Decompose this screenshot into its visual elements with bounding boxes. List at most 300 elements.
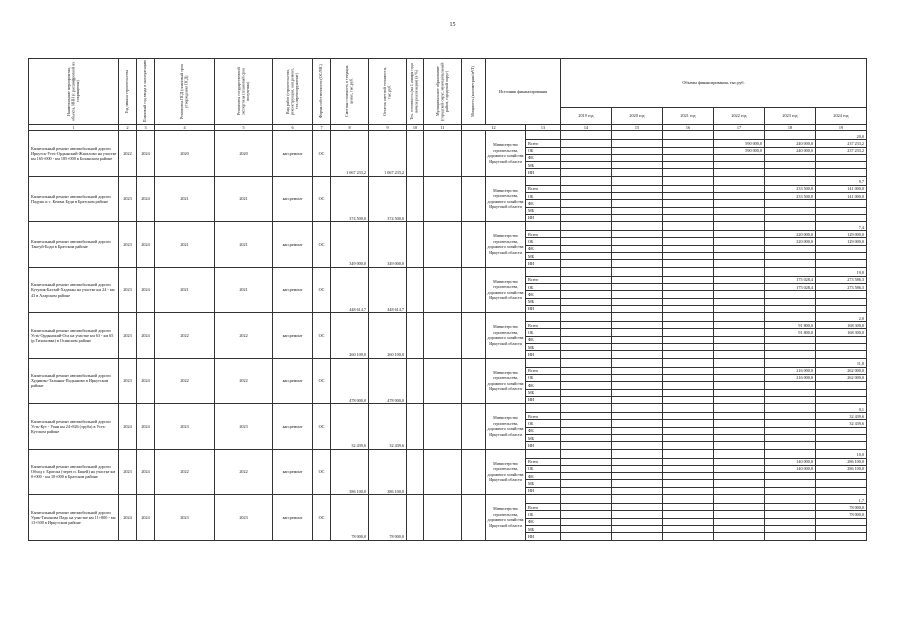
funding-value: 216 000,0: [765, 374, 816, 381]
header-source: Источник финансирования: [486, 59, 561, 125]
record-start-year: 2023: [119, 267, 137, 312]
funding-blank: [561, 449, 612, 458]
funding-value: [816, 305, 867, 312]
funding-value: [765, 260, 816, 267]
record-readiness: [407, 176, 424, 221]
record-name: Капитальный ремонт автомобильной дороги Падунь и с. Кежма Буди в Братском районе: [29, 176, 119, 221]
funding-value: [714, 435, 765, 442]
record-responsible: Министерство строительства, дорожного хозяйства Иркутской области: [486, 131, 526, 176]
funding-value: [663, 260, 714, 267]
funding-blank: [765, 449, 816, 458]
record-work-type: кап.ремонт: [273, 222, 313, 267]
funding-value: [612, 504, 663, 511]
funding-value: [561, 260, 612, 267]
funding-value: [714, 374, 765, 381]
funding-source: ИИ: [526, 305, 561, 312]
funding-value: 286 100,0: [816, 465, 867, 472]
funding-value: 590 000,0: [714, 140, 765, 147]
funding-value: [561, 214, 612, 221]
funding-blank: [714, 358, 765, 367]
funding-source: ФБ: [526, 245, 561, 252]
funding-blank: [663, 222, 714, 231]
funding-value: [663, 214, 714, 221]
funding-source: МБ: [526, 344, 561, 351]
funding-value: [612, 396, 663, 403]
funding-value: [765, 253, 816, 260]
funding-value: [663, 283, 714, 290]
funding-value: [765, 511, 816, 518]
funding-value: [765, 162, 816, 169]
funding-value: [714, 214, 765, 221]
funding-source: ОБ: [526, 238, 561, 245]
funding-blank: [612, 222, 663, 231]
funding-value: [612, 140, 663, 147]
funding-value: [714, 465, 765, 472]
record-estimate-total: 478 000,0: [331, 358, 369, 403]
funding-value: [714, 420, 765, 427]
funding-value: [561, 162, 612, 169]
funding-blank: [561, 495, 612, 504]
funding-value: [765, 336, 816, 343]
record-top-row: [29, 449, 867, 458]
funding-value: [612, 367, 663, 374]
funding-value: [561, 458, 612, 465]
funding-blank: [714, 222, 765, 231]
funding-value: [765, 245, 816, 252]
funding-value: [765, 525, 816, 532]
funding-value: [561, 283, 612, 290]
column-number: 1: [29, 125, 119, 131]
funding-value: [612, 253, 663, 260]
funding-blank: [765, 404, 816, 413]
funding-value: [714, 389, 765, 396]
funding-value: [714, 298, 765, 305]
record-estimate-rest: 78 000,0: [369, 495, 407, 540]
column-number: 3: [137, 125, 155, 131]
funding-value: [765, 413, 816, 420]
record-municipality: [424, 176, 462, 221]
funding-value: [816, 473, 867, 480]
funding-value: [663, 154, 714, 161]
funding-source: ОБ: [526, 283, 561, 290]
funding-value: [561, 322, 612, 329]
funding-source: ФБ: [526, 518, 561, 525]
column-number: 18: [765, 125, 816, 131]
funding-value: [714, 336, 765, 343]
funding-value: [765, 169, 816, 176]
funding-value: [561, 238, 612, 245]
record-responsible: Министерство строительства, дорожного хозяйства Иркутской области: [486, 495, 526, 540]
funding-value: [816, 518, 867, 525]
funding-source: ОБ: [526, 420, 561, 427]
record-name: Капитальный ремонт автомобильной дороги Обход г. Братска (через п. Бикей) на участке км 0+000 - км 10+000 в Братском районе: [29, 449, 119, 494]
funding-value: [663, 487, 714, 494]
funding-value: [561, 427, 612, 434]
funding-value: [816, 487, 867, 494]
record-power-value: 10,0: [816, 449, 867, 458]
record-responsible: Министерство строительства, дорожного хозяйства Иркутской области: [486, 313, 526, 358]
funding-value: [612, 192, 663, 199]
funding-source: ФБ: [526, 382, 561, 389]
record-psd-year: 2022: [155, 449, 215, 494]
funding-value: [561, 207, 612, 214]
record-responsible: Министерство строительства, дорожного хозяйства Иркутской области: [486, 404, 526, 449]
funding-value: [612, 231, 663, 238]
funding-value: [561, 473, 612, 480]
source-blank: [526, 449, 561, 458]
record-name: Капитальный ремонт автомобильной дороги Кутулик-Бахтай-Хадахан на участке км 24 - км 43 в Аларском районе: [29, 267, 119, 312]
funding-source: ОБ: [526, 374, 561, 381]
source-blank: [526, 313, 561, 322]
funding-value: [765, 207, 816, 214]
funding-source: Всего: [526, 185, 561, 192]
funding-value: 141 000,0: [816, 192, 867, 199]
funding-value: [612, 207, 663, 214]
funding-source: ИИ: [526, 533, 561, 540]
funding-value: [714, 367, 765, 374]
funding-value: [663, 396, 714, 403]
funding-value: [816, 200, 867, 207]
column-number: 14: [561, 125, 612, 131]
funding-value: [714, 207, 765, 214]
funding-value: [612, 473, 663, 480]
funding-value: 216 000,0: [765, 367, 816, 374]
record-start-year: 2024: [119, 495, 137, 540]
funding-value: [612, 298, 663, 305]
record-municipality: [424, 313, 462, 358]
funding-value: 141 000,0: [816, 185, 867, 192]
funding-value: [765, 298, 816, 305]
funding-value: [561, 533, 612, 540]
record-power-value: 19,0: [816, 267, 867, 276]
funding-value: [612, 511, 663, 518]
funding-value: [561, 504, 612, 511]
funding-value: [765, 200, 816, 207]
funding-value: [663, 420, 714, 427]
funding-value: [663, 367, 714, 374]
column-number: 11: [424, 125, 462, 131]
header-ownership: Форма собственности (ОС/МС): [313, 59, 331, 125]
funding-value: [561, 374, 612, 381]
funding-blank: [561, 404, 612, 413]
record-end-year: 2024: [137, 495, 155, 540]
funding-value: [816, 245, 867, 252]
funding-value: [663, 192, 714, 199]
funding-value: [612, 283, 663, 290]
funding-value: 262 000,0: [816, 374, 867, 381]
record-end-year: 2024: [137, 313, 155, 358]
funding-value: [663, 427, 714, 434]
funding-source: ИИ: [526, 169, 561, 176]
record-psd-year: 2020: [155, 131, 215, 176]
record-psd-year: 2021: [155, 176, 215, 221]
funding-source: ИИ: [526, 214, 561, 221]
funding-blank: [612, 267, 663, 276]
record-municipality: [424, 495, 462, 540]
funding-blank: [714, 267, 765, 276]
funding-value: [816, 396, 867, 403]
funding-value: [765, 291, 816, 298]
funding-blank: [765, 495, 816, 504]
funding-value: [561, 480, 612, 487]
funding-value: 129 000,0: [816, 238, 867, 245]
record-estimate-total: 1 067 233,2: [331, 131, 369, 176]
record-municipality: [424, 131, 462, 176]
record-work-type: кап.ремонт: [273, 267, 313, 312]
funding-value: [612, 276, 663, 283]
funding-value: 273 586,3: [816, 283, 867, 290]
record-ownership: ОС: [313, 313, 331, 358]
funding-value: [612, 329, 663, 336]
record-estimate-total: 32 439,6: [331, 404, 369, 449]
record-name: Капитальный ремонт автомобильной дороги Худяково-Тальяны-Подъяково в Иркутском районе: [29, 358, 119, 403]
record-estimate-total: 78 000,0: [331, 495, 369, 540]
funding-value: [612, 518, 663, 525]
funding-value: [663, 329, 714, 336]
funding-value: 140 000,0: [765, 458, 816, 465]
funding-value: 78 000,0: [816, 504, 867, 511]
record-responsible: Министерство строительства, дорожного хозяйства Иркутской области: [486, 449, 526, 494]
record-start-year: 2023: [119, 313, 137, 358]
record-readiness: [407, 404, 424, 449]
funding-value: [561, 435, 612, 442]
header-psd: Реквизиты ПСД (плановый срок утверждения ПСД): [155, 59, 215, 125]
funding-value: [612, 322, 663, 329]
record-power-col: [462, 176, 486, 221]
funding-source: МБ: [526, 480, 561, 487]
funding-value: [714, 322, 765, 329]
record-expertise-year: 2021: [215, 222, 273, 267]
funding-value: [561, 185, 612, 192]
record-municipality: [424, 449, 462, 494]
record-estimate-rest: 260 100,0: [369, 313, 407, 358]
funding-value: [765, 344, 816, 351]
funding-value: [714, 238, 765, 245]
funding-value: [561, 367, 612, 374]
funding-value: [714, 253, 765, 260]
funding-value: [714, 231, 765, 238]
funding-source: ИИ: [526, 260, 561, 267]
funding-value: [561, 442, 612, 449]
record-work-type: кап.ремонт: [273, 449, 313, 494]
funding-value: [612, 200, 663, 207]
funding-value: [714, 473, 765, 480]
funding-value: 175 028,4: [765, 283, 816, 290]
funding-value: [765, 518, 816, 525]
funding-source: ИИ: [526, 396, 561, 403]
column-number: 7: [313, 125, 331, 131]
funding-value: [663, 382, 714, 389]
funding-value: [561, 140, 612, 147]
record-estimate-rest: 374 500,0: [369, 176, 407, 221]
column-number: 19: [816, 125, 867, 131]
funding-value: [714, 442, 765, 449]
record-end-year: 2024: [137, 358, 155, 403]
record-readiness: [407, 449, 424, 494]
funding-value: 233 500,0: [765, 185, 816, 192]
funding-value: [714, 276, 765, 283]
funding-value: [765, 214, 816, 221]
funding-value: [561, 147, 612, 154]
record-responsible: Министерство строительства, дорожного хозяйства Иркутской области: [486, 267, 526, 312]
record-ownership: ОС: [313, 358, 331, 403]
funding-source: МБ: [526, 389, 561, 396]
header-funding: Объемы финансирования, тыс.руб.: [561, 59, 867, 108]
record-power-col: [462, 313, 486, 358]
record-top-row: [29, 176, 867, 185]
funding-value: [663, 336, 714, 343]
funding-value: [612, 442, 663, 449]
record-start-year: 2023: [119, 449, 137, 494]
funding-value: [663, 147, 714, 154]
funding-value: [561, 336, 612, 343]
funding-value: [816, 291, 867, 298]
record-estimate-rest: 478 000,0: [369, 358, 407, 403]
funding-value: [816, 427, 867, 434]
funding-value: [816, 298, 867, 305]
funding-table: [28, 58, 867, 541]
funding-value: [765, 305, 816, 312]
record-end-year: 2024: [137, 404, 155, 449]
page-number: 15: [449, 22, 456, 28]
header-work-type: Вид работ (строительство, реконструкция, кап.ремонт, тех.перевооружение): [273, 59, 313, 125]
record-expertise-year: 2023: [215, 495, 273, 540]
funding-value: 262 000,0: [816, 367, 867, 374]
record-start-year: 2023: [119, 176, 137, 221]
record-readiness: [407, 131, 424, 176]
funding-blank: [663, 495, 714, 504]
header-start-year: Год начала строительства: [119, 59, 137, 125]
funding-value: 240 000,0: [765, 147, 816, 154]
funding-value: [561, 291, 612, 298]
record-estimate-total: 448 614,7: [331, 267, 369, 312]
funding-source: Всего: [526, 458, 561, 465]
funding-value: [816, 162, 867, 169]
funding-value: [663, 351, 714, 358]
funding-blank: [612, 358, 663, 367]
funding-value: [765, 480, 816, 487]
funding-value: 220 000,0: [765, 238, 816, 245]
funding-source: ФБ: [526, 291, 561, 298]
funding-blank: [561, 313, 612, 322]
funding-value: [765, 487, 816, 494]
record-estimate-rest: 32 439,6: [369, 404, 407, 449]
record-power-col: [462, 404, 486, 449]
column-number: 16: [663, 125, 714, 131]
funding-source: Всего: [526, 504, 561, 511]
funding-value: 237 233,2: [816, 140, 867, 147]
funding-value: [561, 465, 612, 472]
funding-value: [612, 420, 663, 427]
funding-value: [765, 154, 816, 161]
funding-value: [765, 435, 816, 442]
funding-value: [714, 283, 765, 290]
record-power-value: 7,4: [816, 222, 867, 231]
funding-value: [765, 420, 816, 427]
funding-value: [816, 382, 867, 389]
funding-value: [714, 351, 765, 358]
funding-source: МБ: [526, 435, 561, 442]
header-commission-year: Плановый год ввода в эксплуатацию: [137, 59, 155, 125]
funding-value: [714, 200, 765, 207]
funding-value: [765, 389, 816, 396]
funding-value: [561, 351, 612, 358]
funding-value: [561, 329, 612, 336]
record-power-col: [462, 449, 486, 494]
funding-value: [663, 140, 714, 147]
funding-source: МБ: [526, 207, 561, 214]
funding-value: [714, 382, 765, 389]
funding-value: [612, 305, 663, 312]
funding-value: [714, 480, 765, 487]
funding-source: ИИ: [526, 487, 561, 494]
record-end-year: 2024: [137, 449, 155, 494]
funding-blank: [714, 131, 765, 140]
funding-blank: [612, 131, 663, 140]
funding-source: ОБ: [526, 511, 561, 518]
funding-value: [816, 389, 867, 396]
column-number: 4: [155, 125, 215, 131]
funding-value: [612, 389, 663, 396]
funding-source: МБ: [526, 162, 561, 169]
record-expertise-year: 2022: [215, 449, 273, 494]
funding-value: [663, 238, 714, 245]
record-work-type: кап.ремонт: [273, 404, 313, 449]
funding-value: [612, 487, 663, 494]
header-year: 2021 год: [663, 108, 714, 125]
funding-value: [816, 533, 867, 540]
record-municipality: [424, 267, 462, 312]
funding-value: 220 000,0: [765, 231, 816, 238]
funding-value: [612, 435, 663, 442]
column-number: 8: [331, 125, 369, 131]
record-readiness: [407, 267, 424, 312]
funding-value: 32 439,6: [816, 413, 867, 420]
funding-value: 78 000,0: [816, 511, 867, 518]
record-power-value: 2,0: [816, 313, 867, 322]
funding-value: 590 000,0: [714, 147, 765, 154]
funding-value: [663, 276, 714, 283]
funding-blank: [714, 404, 765, 413]
funding-value: [663, 473, 714, 480]
funding-value: [612, 413, 663, 420]
column-number: 13: [526, 125, 561, 131]
funding-value: 32 439,6: [816, 420, 867, 427]
funding-source: ФБ: [526, 336, 561, 343]
funding-value: 91 800,0: [765, 322, 816, 329]
record-responsible: Министерство строительства, дорожного хозяйства Иркутской области: [486, 176, 526, 221]
funding-value: [816, 336, 867, 343]
funding-value: [663, 231, 714, 238]
funding-source: ФБ: [526, 427, 561, 434]
funding-value: [765, 396, 816, 403]
record-expertise-year: 2021: [215, 176, 273, 221]
record-expertise-year: 2022: [215, 313, 273, 358]
column-number: 5: [215, 125, 273, 131]
funding-value: 91 800,0: [765, 329, 816, 336]
funding-value: [714, 169, 765, 176]
record-start-year: 2023: [119, 358, 137, 403]
record-estimate-rest: 1 067 233,2: [369, 131, 407, 176]
funding-value: [612, 351, 663, 358]
record-start-year: 2024: [119, 404, 137, 449]
header-year: 2023 год: [765, 108, 816, 125]
source-blank: [526, 404, 561, 413]
record-start-year: 2023: [119, 222, 137, 267]
funding-value: [561, 245, 612, 252]
funding-blank: [663, 131, 714, 140]
record-readiness: [407, 358, 424, 403]
